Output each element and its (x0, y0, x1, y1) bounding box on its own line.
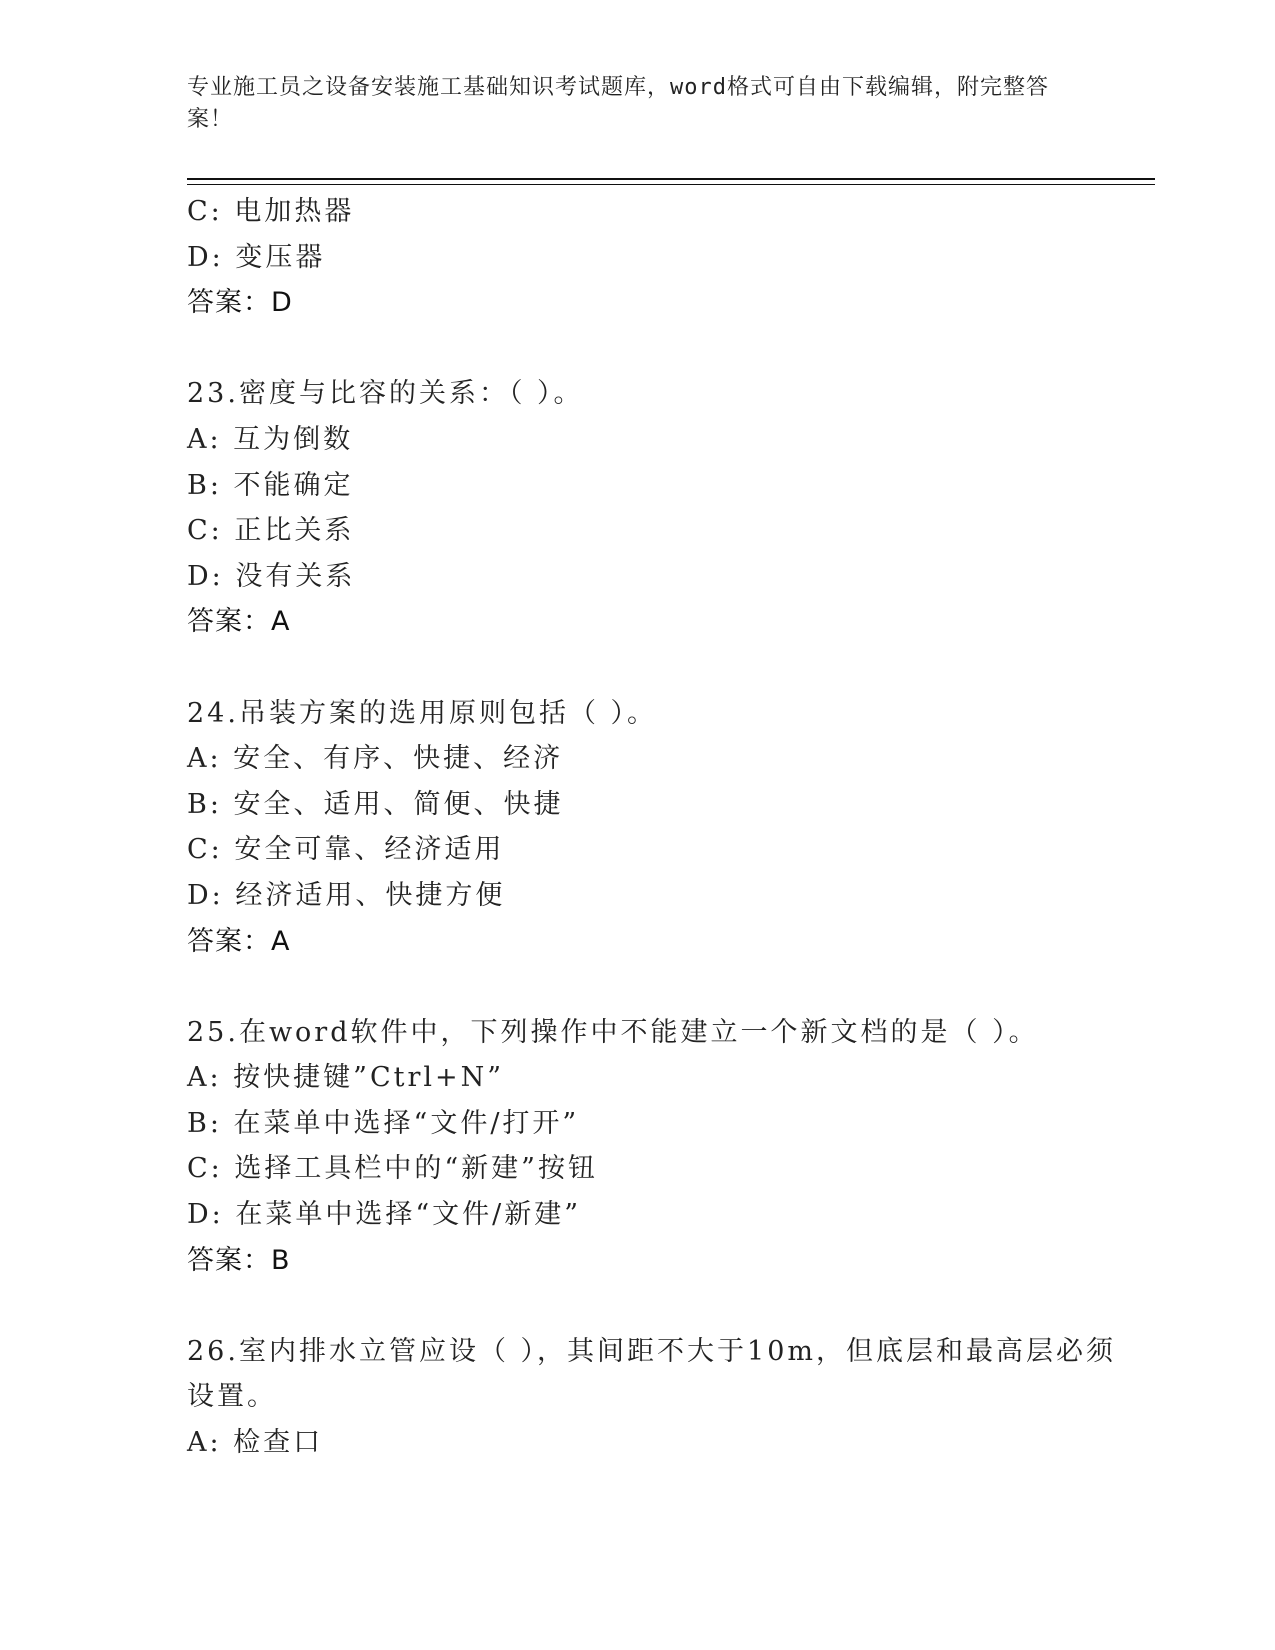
question-26 (187, 1329, 1116, 1466)
question-text: 24.吊装方案的选用原则包括（ ）。 (187, 697, 658, 729)
option-b: B: 不能确定 (187, 469, 354, 501)
option-d: D: 变压器 (187, 241, 326, 273)
question-text-line-2: 设置。 (187, 1381, 277, 1413)
answer: 答案：A (187, 606, 291, 638)
header-divider-thin (187, 184, 1155, 185)
question-23 (187, 371, 1087, 645)
option-c: C: 电加热器 (187, 196, 355, 227)
option-d: D: 没有关系 (187, 560, 356, 592)
question-22 (187, 189, 1087, 326)
option-d: D: 经济适用、快捷方便 (187, 879, 506, 911)
option-a: A: 检查口 (187, 1427, 324, 1459)
option-b: B: 在菜单中选择“文件/打开” (187, 1107, 580, 1139)
question-text: 25.在word软件中，下列操作中不能建立一个新文档的是（ ）。 (187, 1016, 1039, 1048)
option-a: A: 互为倒数 (187, 423, 354, 455)
answer: 答案：D (187, 287, 293, 319)
question-text: 23.密度与比容的关系：（ ）。 (187, 378, 584, 410)
option-b: B: 安全、适用、简便、快捷 (187, 788, 564, 820)
document-header: 专业施工员之设备安装施工基础知识考试题库，word格式可自由下载编辑，附完整答案！ (187, 75, 1049, 132)
question-25 (187, 1010, 1087, 1284)
option-c: C: 正比关系 (187, 515, 355, 547)
option-c: C: 选择工具栏中的“新建”按钮 (187, 1153, 598, 1185)
option-d: D: 在菜单中选择“文件/新建” (187, 1199, 582, 1231)
spacer (187, 326, 1087, 372)
question-24 (187, 691, 1087, 965)
answer: 答案：A (187, 925, 291, 957)
option-c: C: 安全可靠、经济适用 (187, 834, 505, 866)
option-a: A: 按快捷键”Ctrl+N” (187, 1062, 505, 1094)
spacer (187, 1283, 1087, 1329)
header-divider-thick (187, 178, 1155, 180)
spacer (187, 645, 1087, 691)
question-text-line-1: 26.室内排水立管应设（ ），其间距不大于10m，但底层和最高层必须 (187, 1335, 1116, 1367)
answer: 答案：B (187, 1244, 291, 1276)
spacer (187, 964, 1087, 1010)
question-list (187, 189, 1116, 1466)
option-a: A: 安全、有序、快捷、经济 (187, 743, 564, 775)
